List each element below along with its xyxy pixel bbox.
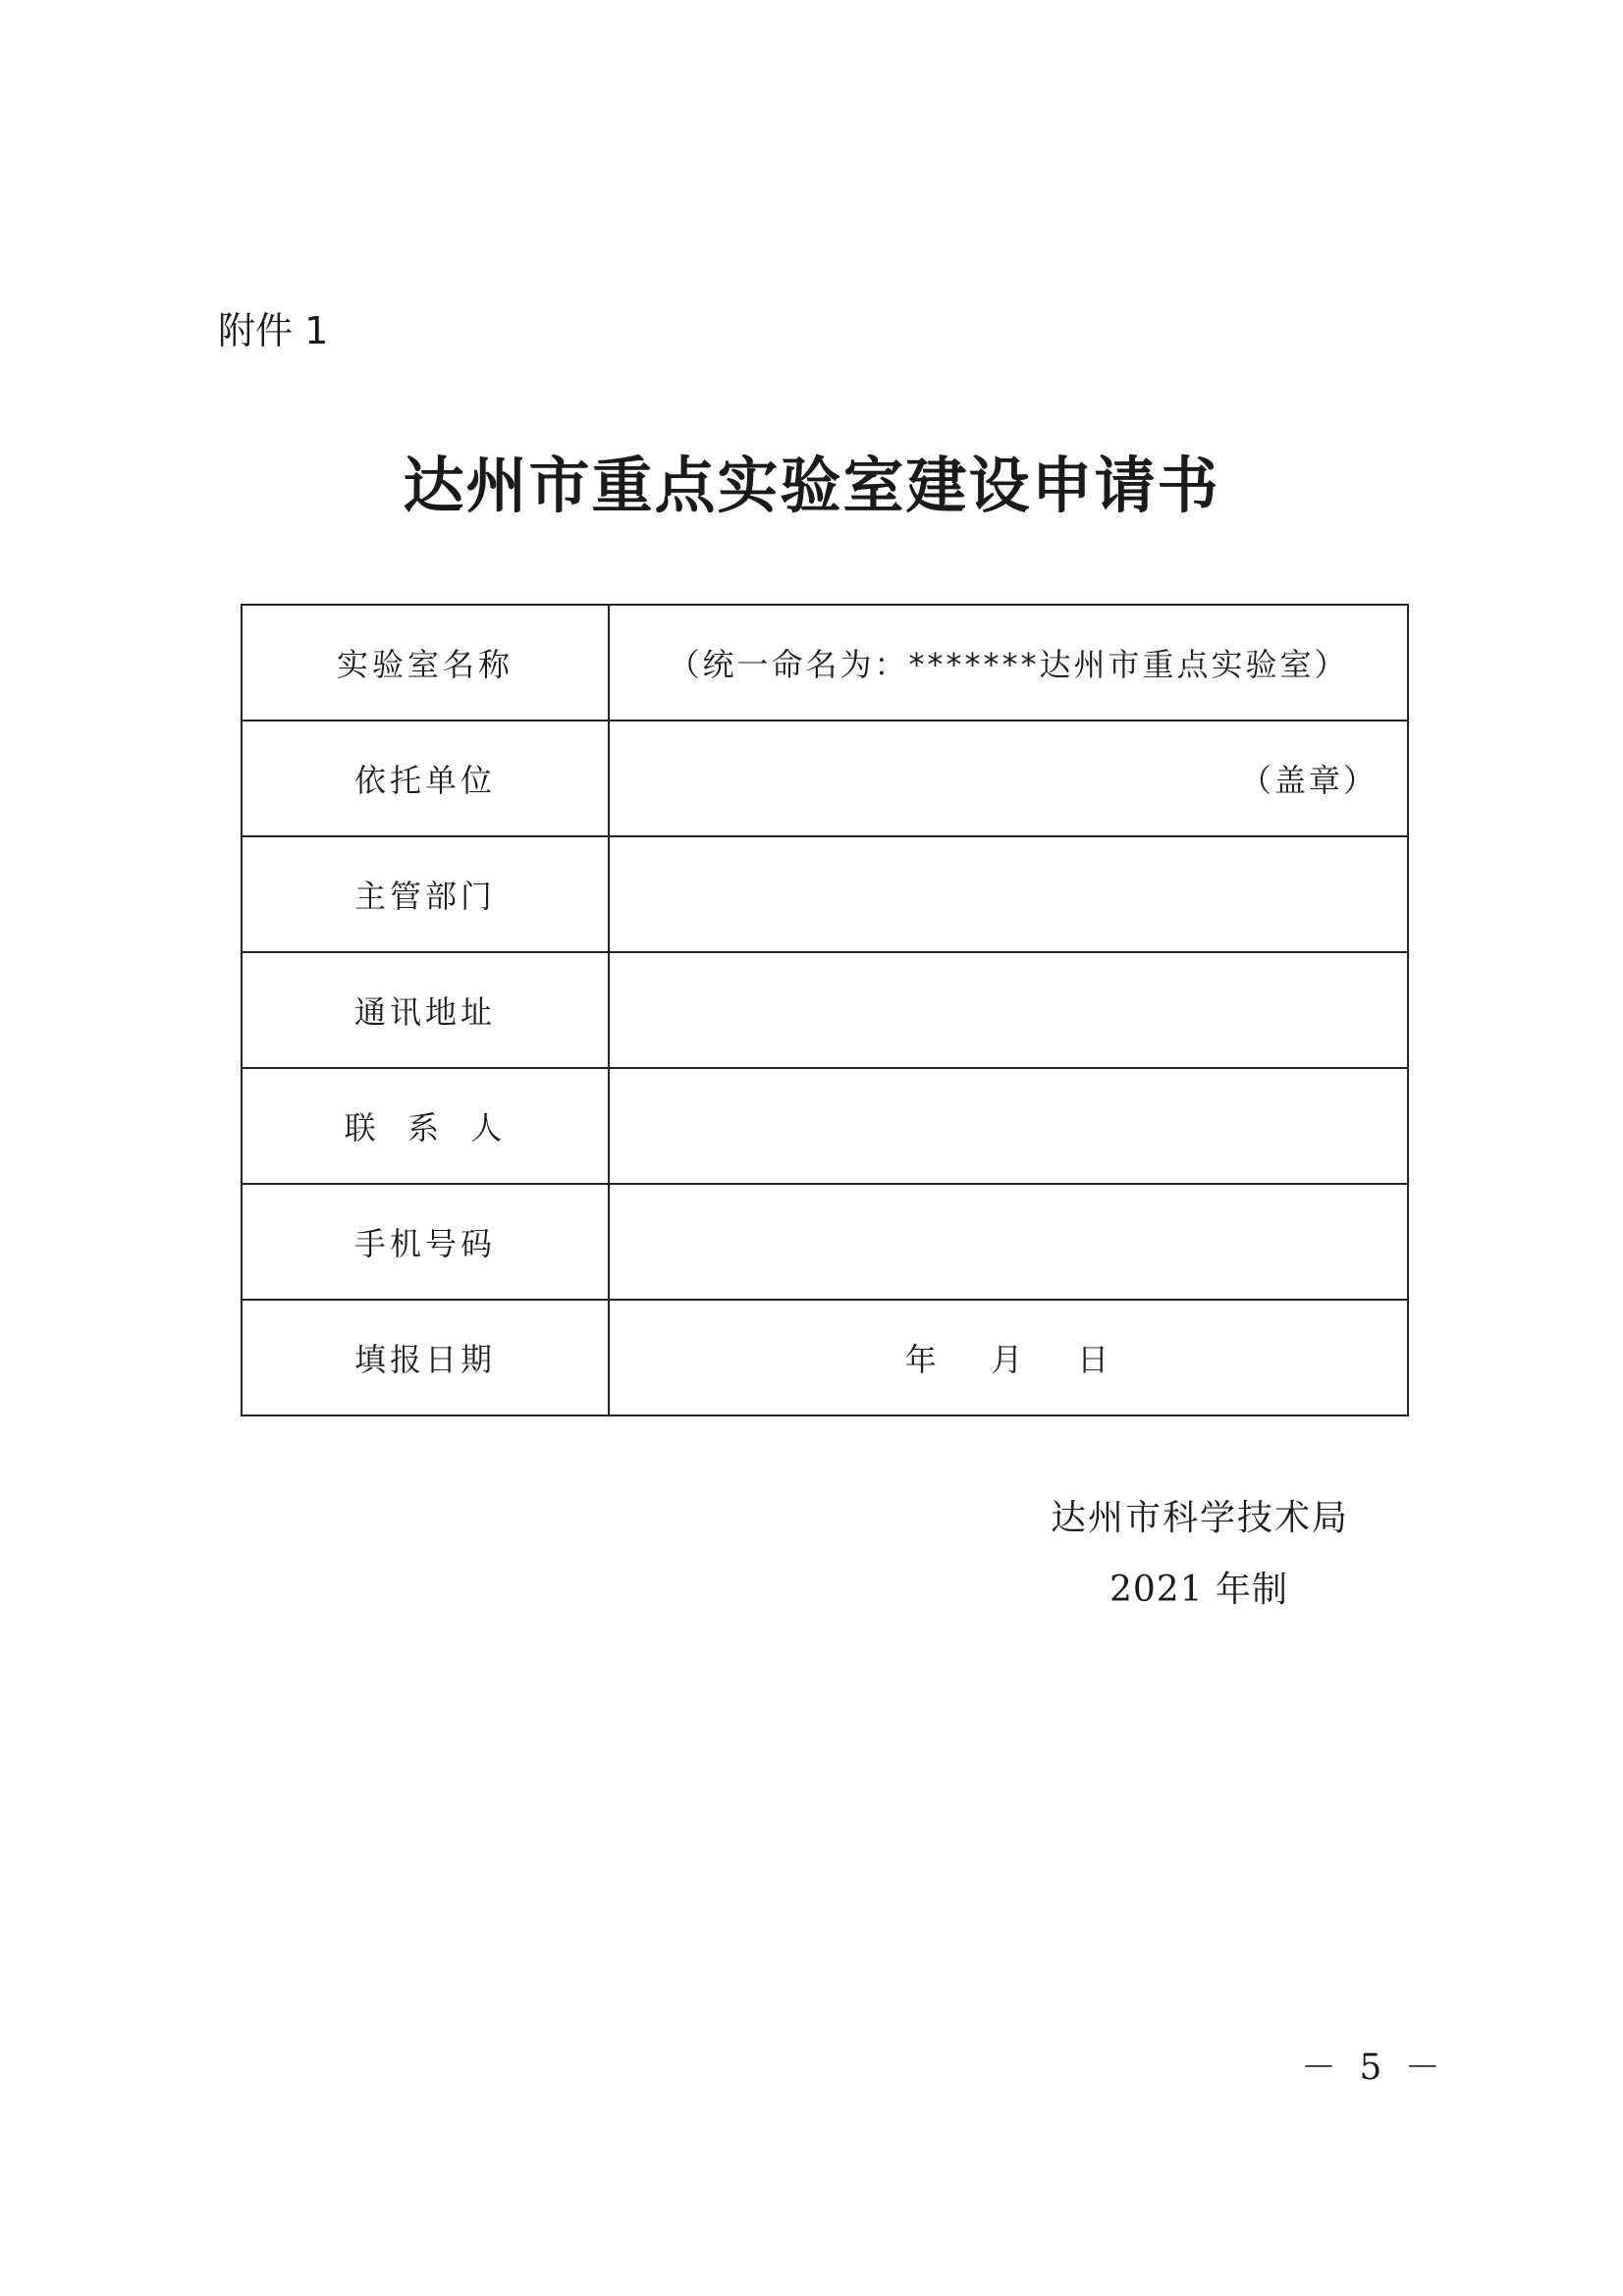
form-row-contact-person <box>242 1068 1408 1184</box>
field-value-phone[interactable] <box>609 1184 1408 1300</box>
application-form-table <box>241 604 1409 1416</box>
form-row-date <box>242 1300 1408 1415</box>
form-row-address <box>242 952 1408 1068</box>
field-value-host-unit[interactable]: （盖章） <box>609 721 1408 836</box>
field-value-supervising-dept[interactable] <box>609 836 1408 952</box>
field-value-date[interactable]: 年 月 日 <box>609 1300 1408 1415</box>
form-row-phone <box>242 1184 1408 1300</box>
form-row-host-unit <box>242 721 1408 836</box>
field-label-address: 通讯地址 <box>242 952 609 1068</box>
page-number: － 5 － <box>1301 2048 1446 2088</box>
field-value-lab-name[interactable]: （统一命名为：*******达州市重点实验室） <box>609 605 1408 721</box>
issuer-name: 达州市科学技术局 <box>1051 1498 1350 1538</box>
field-label-supervising-dept: 主管部门 <box>242 836 609 952</box>
page-title: 达州市重点实验室建设申请书 <box>403 450 1220 521</box>
field-value-address[interactable] <box>609 952 1408 1068</box>
field-value-contact-person[interactable] <box>609 1068 1408 1184</box>
field-label-host-unit: 依托单位 <box>242 721 609 836</box>
field-label-date: 填报日期 <box>242 1300 609 1415</box>
form-row-lab-name <box>242 605 1408 721</box>
field-label-phone: 手机号码 <box>242 1184 609 1300</box>
field-label-lab-name: 实验室名称 <box>242 605 609 721</box>
attachment-label: 附件 1 <box>218 309 329 352</box>
issued-year: 2021 年制 <box>1109 1570 1289 1610</box>
field-label-contact-person: 联 系 人 <box>242 1068 609 1184</box>
form-row-supervising-dept <box>242 836 1408 952</box>
